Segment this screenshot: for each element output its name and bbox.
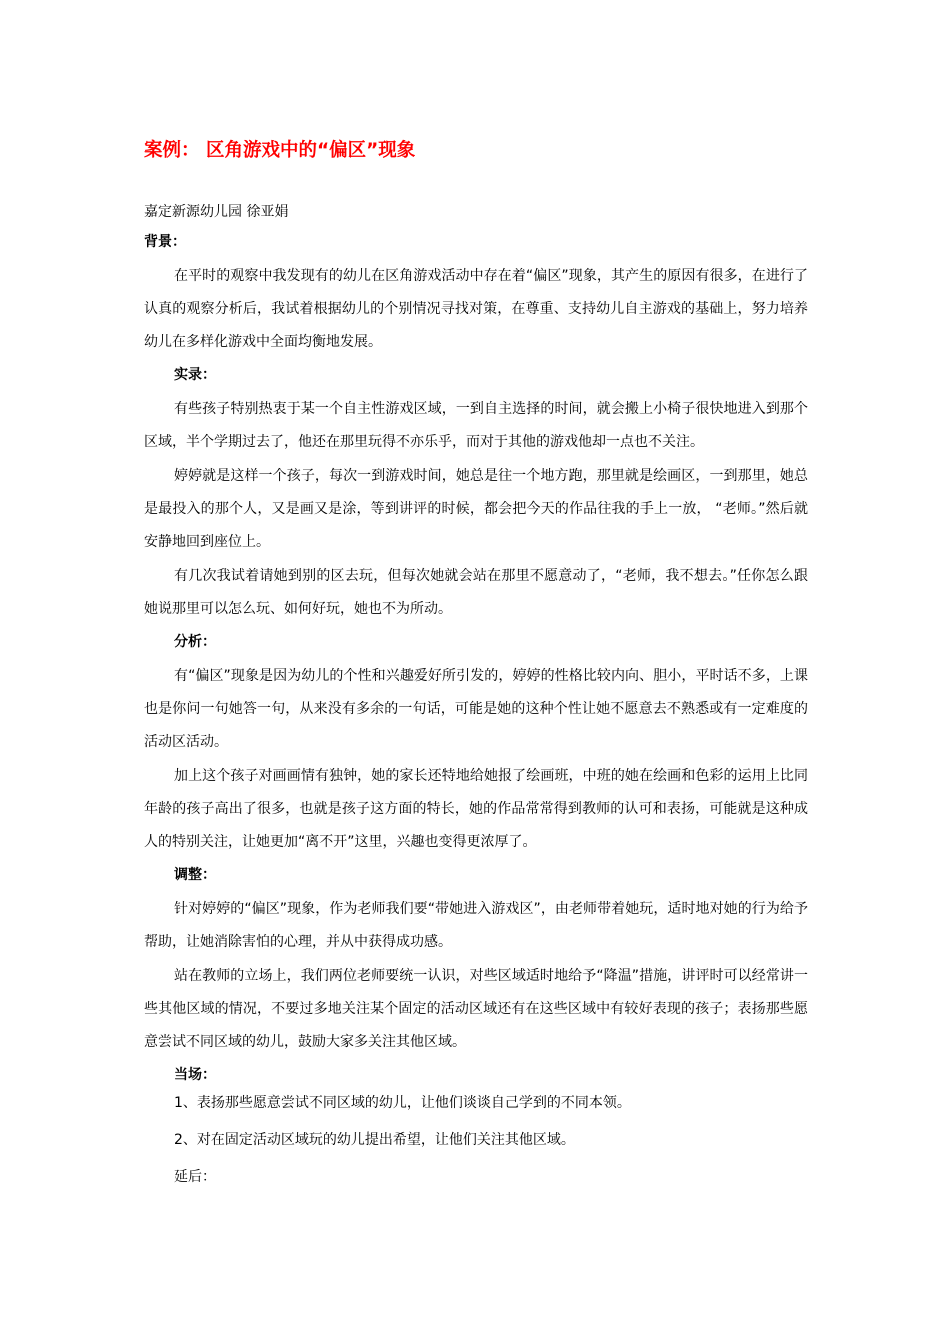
- paragraph-record-3: 有几次我试着请她到别的区去玩，但每次她就会站在那里不愿意动了，“老师，我不想去。”任你怎么跟她说那里可以怎么玩、如何好玩，她也不为所动。: [144, 568, 808, 617]
- list-item-onsite-1: 1、表扬那些愿意尝试不同区域的幼儿，让他们谈谈自己学到的不同本领。: [174, 1095, 631, 1111]
- document-title: 案例： 区角游戏中的“偏区”现象: [144, 140, 416, 161]
- paragraph-adjustment-1: 针对婷婷的“偏区”现象，作为老师我们要“带她进入游戏区”，由老师带着她玩，适时地对她的行为给予帮助，让她消除害怕的心理，并从中获得成功感。: [144, 901, 808, 950]
- document-author: 嘉定新源幼儿园 徐亚娟: [144, 204, 289, 220]
- heading-background: 背景：: [144, 234, 186, 250]
- paragraph-background-1: 在平时的观察中我发现有的幼儿在区角游戏活动中存在着“偏区”现象，其产生的原因有很多，在进行了认真的观察分析后，我试着根据幼儿的个别情况寻找对策，在尊重、支持幼儿自主游戏的基础上，努力培养幼儿在多样化游戏中全面均衡地发展。: [144, 268, 808, 350]
- document-content: [144, 136, 808, 1204]
- list-item-onsite-2: 2、对在固定活动区域玩的幼儿提出希望，让他们关注其他区域。: [174, 1132, 575, 1148]
- heading-analysis: 分析：: [174, 634, 216, 650]
- heading-later: 延后：: [174, 1169, 216, 1185]
- paragraph-analysis-2: 加上这个孩子对画画情有独钟，她的家长还特地给她报了绘画班，中班的她在绘画和色彩的运用上比同年龄的孩子高出了很多，也就是孩子这方面的特长，她的作品常常得到教师的认可和表扬，可能就是这种成人的特别关注，让她更加“离不开”这里，兴趣也变得更浓厚了。: [144, 768, 808, 850]
- paragraph-analysis-1: 有“偏区”现象是因为幼儿的个性和兴趣爱好所引发的，婷婷的性格比较内向、胆小，平时话不多，上课也是你问一句她答一句，从来没有多余的一句话，可能是她的这种个性让她不愿意去不熟悉或有一定难度的活动区活动。: [144, 668, 808, 750]
- paragraph-record-1: 有些孩子特别热衷于某一个自主性游戏区域，一到自主选择的时间，就会搬上小椅子很快地进入到那个区域，半个学期过去了，他还在那里玩得不亦乐乎，而对于其他的游戏他却一点也不关注。: [144, 401, 808, 450]
- heading-onsite: 当场：: [174, 1067, 216, 1083]
- paragraph-adjustment-2: 站在教师的立场上，我们两位老师要统一认识，对些区域适时地给予“降温”措施，讲评时可以经常讲一些其他区域的情况，不要过多地关注某个固定的活动区域还有在这些区域中有较好表现的孩子；表扬那些愿意尝试不同区域的幼儿，鼓励大家多关注其他区域。: [144, 968, 808, 1050]
- paragraph-record-2: 婷婷就是这样一个孩子，每次一到游戏时间，她总是往一个地方跑，那里就是绘画区，一到那里，她总是最投入的那个人，又是画又是涂，等到讲评的时候，都会把今天的作品往我的手上一放， “老师。”然后就安静地回到座位上。: [144, 468, 808, 550]
- heading-adjustment: 调整：: [174, 867, 216, 883]
- heading-record: 实录：: [174, 367, 216, 383]
